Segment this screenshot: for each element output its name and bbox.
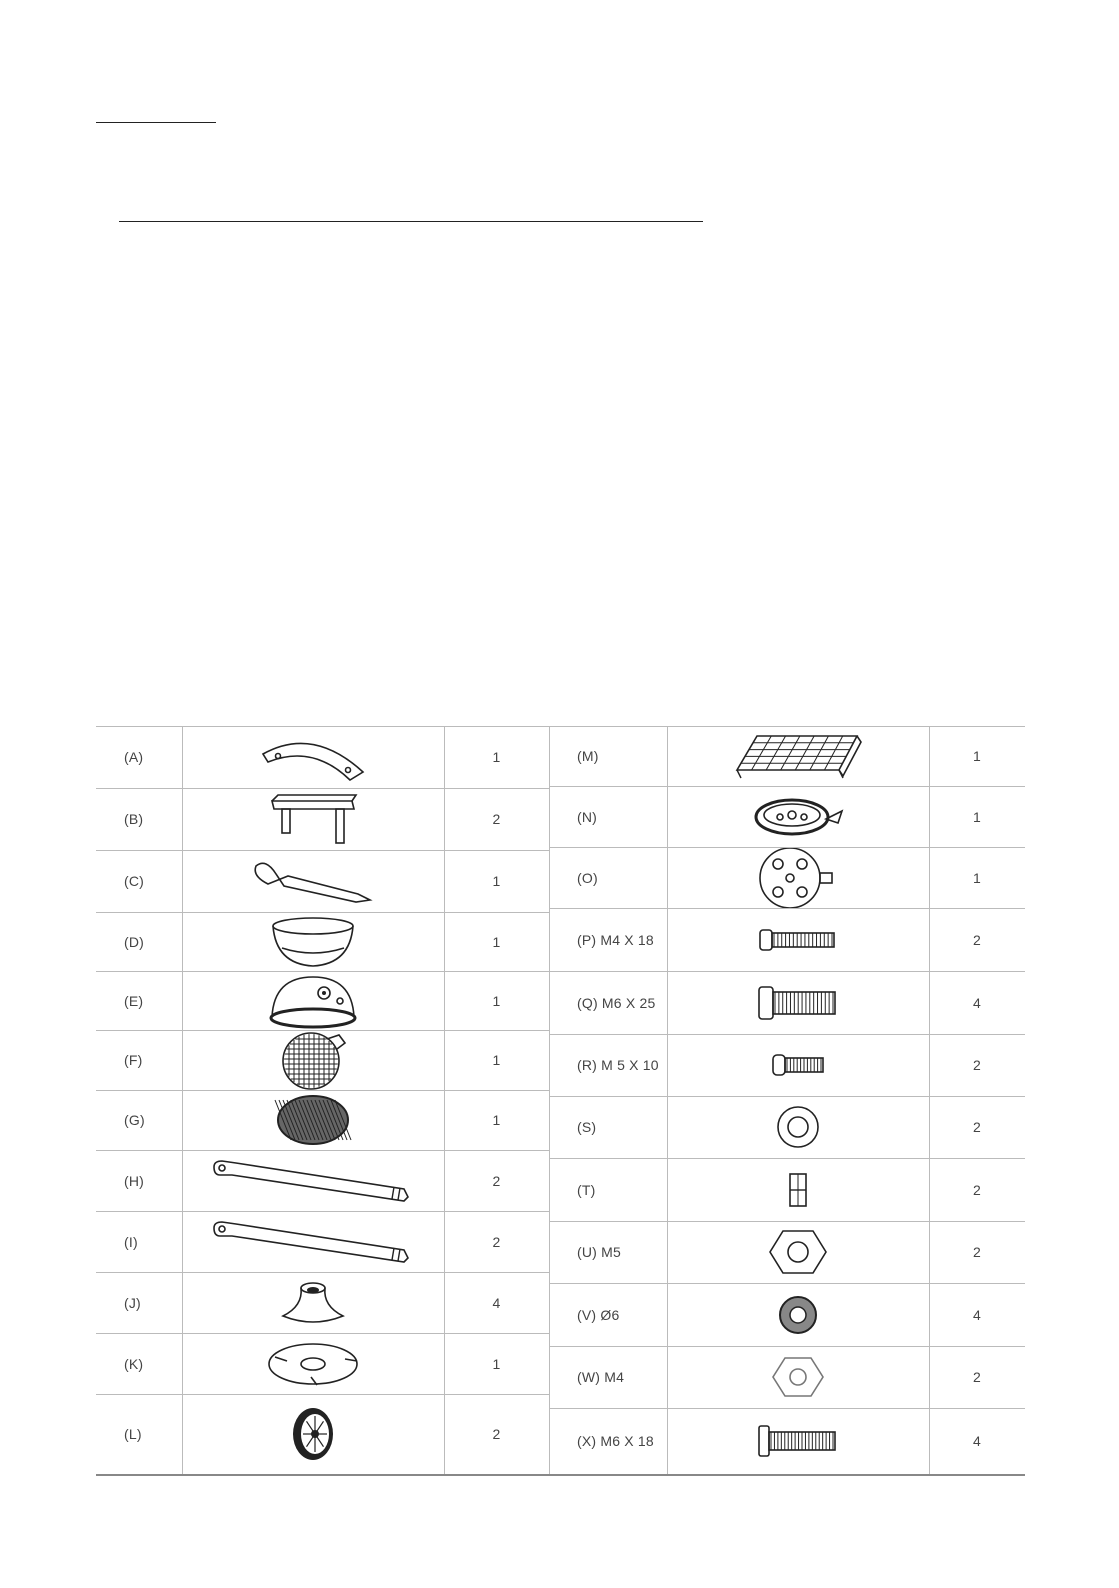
grid-line — [96, 726, 549, 727]
part-label: (R) M 5 X 10 — [577, 1057, 659, 1073]
right-part-row — [549, 1158, 1025, 1221]
part-quantity: 4 — [973, 1433, 981, 1449]
left-part-row — [96, 912, 549, 971]
part-quantity: 2 — [973, 1119, 981, 1135]
section-rule — [119, 221, 703, 222]
part-label: (S) — [577, 1119, 597, 1135]
left-part-row — [96, 1150, 549, 1211]
right-part-row — [549, 726, 1025, 786]
grid-line — [549, 726, 1025, 727]
part-quantity: 2 — [973, 1244, 981, 1260]
left-part-row — [96, 1333, 549, 1394]
part-label: (G) — [124, 1112, 145, 1128]
right-part-row — [549, 786, 1025, 847]
part-quantity: 1 — [973, 869, 981, 886]
part-quantity: 2 — [492, 811, 501, 827]
right-part-row — [549, 1408, 1025, 1474]
part-label: (E) — [124, 992, 144, 1009]
leg-tube-icon — [182, 1211, 444, 1272]
long-bolt-icon — [667, 1408, 929, 1474]
bowl-icon — [182, 912, 444, 971]
part-label: (L) — [124, 1426, 142, 1442]
grid-line — [96, 912, 549, 913]
right-part-row — [549, 1346, 1025, 1408]
short-screw-icon — [667, 1034, 929, 1096]
parts-column-left — [96, 726, 549, 1474]
spacer-icon — [667, 1158, 929, 1221]
right-part-row — [549, 971, 1025, 1034]
part-quantity: 1 — [973, 808, 981, 825]
vent-damper-icon — [667, 847, 929, 908]
part-label: (V) Ø6 — [577, 1306, 620, 1323]
bar-handle-icon — [182, 788, 444, 850]
grid-line — [96, 1150, 549, 1151]
part-quantity: 1 — [492, 1355, 501, 1372]
triangle-plate-icon — [182, 1333, 444, 1394]
part-quantity: 1 — [973, 748, 981, 764]
part-quantity: 2 — [973, 931, 981, 948]
part-label: (T) — [577, 1181, 596, 1198]
grid-line — [667, 726, 668, 1474]
part-quantity: 4 — [973, 1306, 981, 1323]
grid-line — [96, 1211, 549, 1212]
right-part-row — [549, 1096, 1025, 1158]
header-rule — [96, 122, 216, 123]
hex-nut-icon — [667, 1221, 929, 1283]
leg-cap-icon — [182, 1272, 444, 1333]
part-label: (K) — [124, 1355, 144, 1372]
part-label: (F) — [124, 1052, 143, 1068]
grid-line — [96, 788, 549, 789]
column-separator — [549, 726, 550, 1474]
right-part-row — [549, 908, 1025, 971]
part-quantity: 2 — [492, 1426, 501, 1442]
left-part-row — [96, 971, 549, 1030]
grid-line — [549, 1408, 1025, 1409]
grid-line — [549, 1158, 1025, 1159]
part-label: (W) M4 — [577, 1369, 625, 1385]
part-label: (J) — [124, 1294, 141, 1311]
parts-table — [96, 726, 1025, 1474]
grid-line — [549, 1346, 1025, 1347]
part-quantity: 4 — [973, 994, 981, 1011]
left-part-row — [96, 1272, 549, 1333]
washer-icon — [667, 1096, 929, 1158]
grid-line — [96, 1394, 549, 1395]
part-quantity: 1 — [492, 992, 501, 1009]
part-label: (I) — [124, 1233, 138, 1250]
part-quantity: 1 — [492, 1112, 501, 1128]
grid-line — [96, 1333, 549, 1334]
parts-column-right — [549, 726, 1025, 1474]
grid-line — [549, 971, 1025, 972]
left-part-row — [96, 1211, 549, 1272]
left-part-row — [96, 788, 549, 850]
part-label: (H) — [124, 1172, 145, 1189]
grid-line — [96, 971, 549, 972]
grid-line — [96, 1090, 549, 1091]
grid-line — [929, 726, 930, 1474]
part-label: (N) — [577, 808, 598, 825]
part-quantity: 2 — [973, 1057, 981, 1073]
part-quantity: 1 — [492, 873, 501, 889]
part-quantity: 4 — [492, 1294, 501, 1311]
left-part-row — [96, 726, 549, 788]
part-label: (P) M4 X 18 — [577, 931, 654, 948]
grid-line — [549, 847, 1025, 848]
wheel-icon — [182, 1394, 444, 1474]
lock-washer-icon — [667, 1283, 929, 1346]
screw-icon — [667, 908, 929, 971]
left-part-row — [96, 1030, 549, 1090]
ash-catcher-icon — [667, 786, 929, 847]
grid-line — [96, 1272, 549, 1273]
grid-line — [549, 1221, 1025, 1222]
part-label: (M) — [577, 748, 599, 764]
left-part-row — [96, 850, 549, 912]
grid-line — [549, 1283, 1025, 1284]
grid-line — [182, 726, 183, 1474]
grid-line — [96, 1474, 549, 1476]
part-label: (X) M6 X 18 — [577, 1433, 654, 1449]
part-quantity: 1 — [492, 933, 501, 950]
bracket-hook-icon — [182, 850, 444, 912]
wire-rack-icon — [667, 726, 929, 786]
grid-line — [549, 908, 1025, 909]
part-label: (Q) M6 X 25 — [577, 994, 656, 1011]
cooking-grate-icon — [182, 1030, 444, 1090]
part-label: (B) — [124, 811, 144, 827]
part-quantity: 2 — [492, 1233, 501, 1250]
part-label: (A) — [124, 749, 144, 765]
part-quantity: 1 — [492, 749, 501, 765]
bolt-icon — [667, 971, 929, 1034]
part-quantity: 2 — [973, 1181, 981, 1198]
part-label: (C) — [124, 873, 145, 889]
part-label: (O) — [577, 869, 598, 886]
charcoal-grate-icon — [182, 1090, 444, 1150]
grid-line — [444, 726, 445, 1474]
leg-tube-icon — [182, 1150, 444, 1211]
grid-line — [549, 1034, 1025, 1035]
grid-line — [549, 1096, 1025, 1097]
grid-line — [96, 850, 549, 851]
part-label: (D) — [124, 933, 145, 950]
part-label: (U) M5 — [577, 1244, 621, 1260]
handle-arc-icon — [182, 726, 444, 788]
right-part-row — [549, 1283, 1025, 1346]
right-part-row — [549, 1221, 1025, 1283]
part-quantity: 2 — [973, 1369, 981, 1385]
right-part-row — [549, 847, 1025, 908]
part-quantity: 2 — [492, 1172, 501, 1189]
grid-line — [549, 786, 1025, 787]
part-quantity: 1 — [492, 1052, 501, 1068]
left-part-row — [96, 1394, 549, 1474]
left-part-row — [96, 1090, 549, 1150]
lid-dome-icon — [182, 971, 444, 1030]
grid-line — [96, 1030, 549, 1031]
grid-line — [549, 1474, 1025, 1476]
right-part-row — [549, 1034, 1025, 1096]
small-hex-nut-icon — [667, 1346, 929, 1408]
